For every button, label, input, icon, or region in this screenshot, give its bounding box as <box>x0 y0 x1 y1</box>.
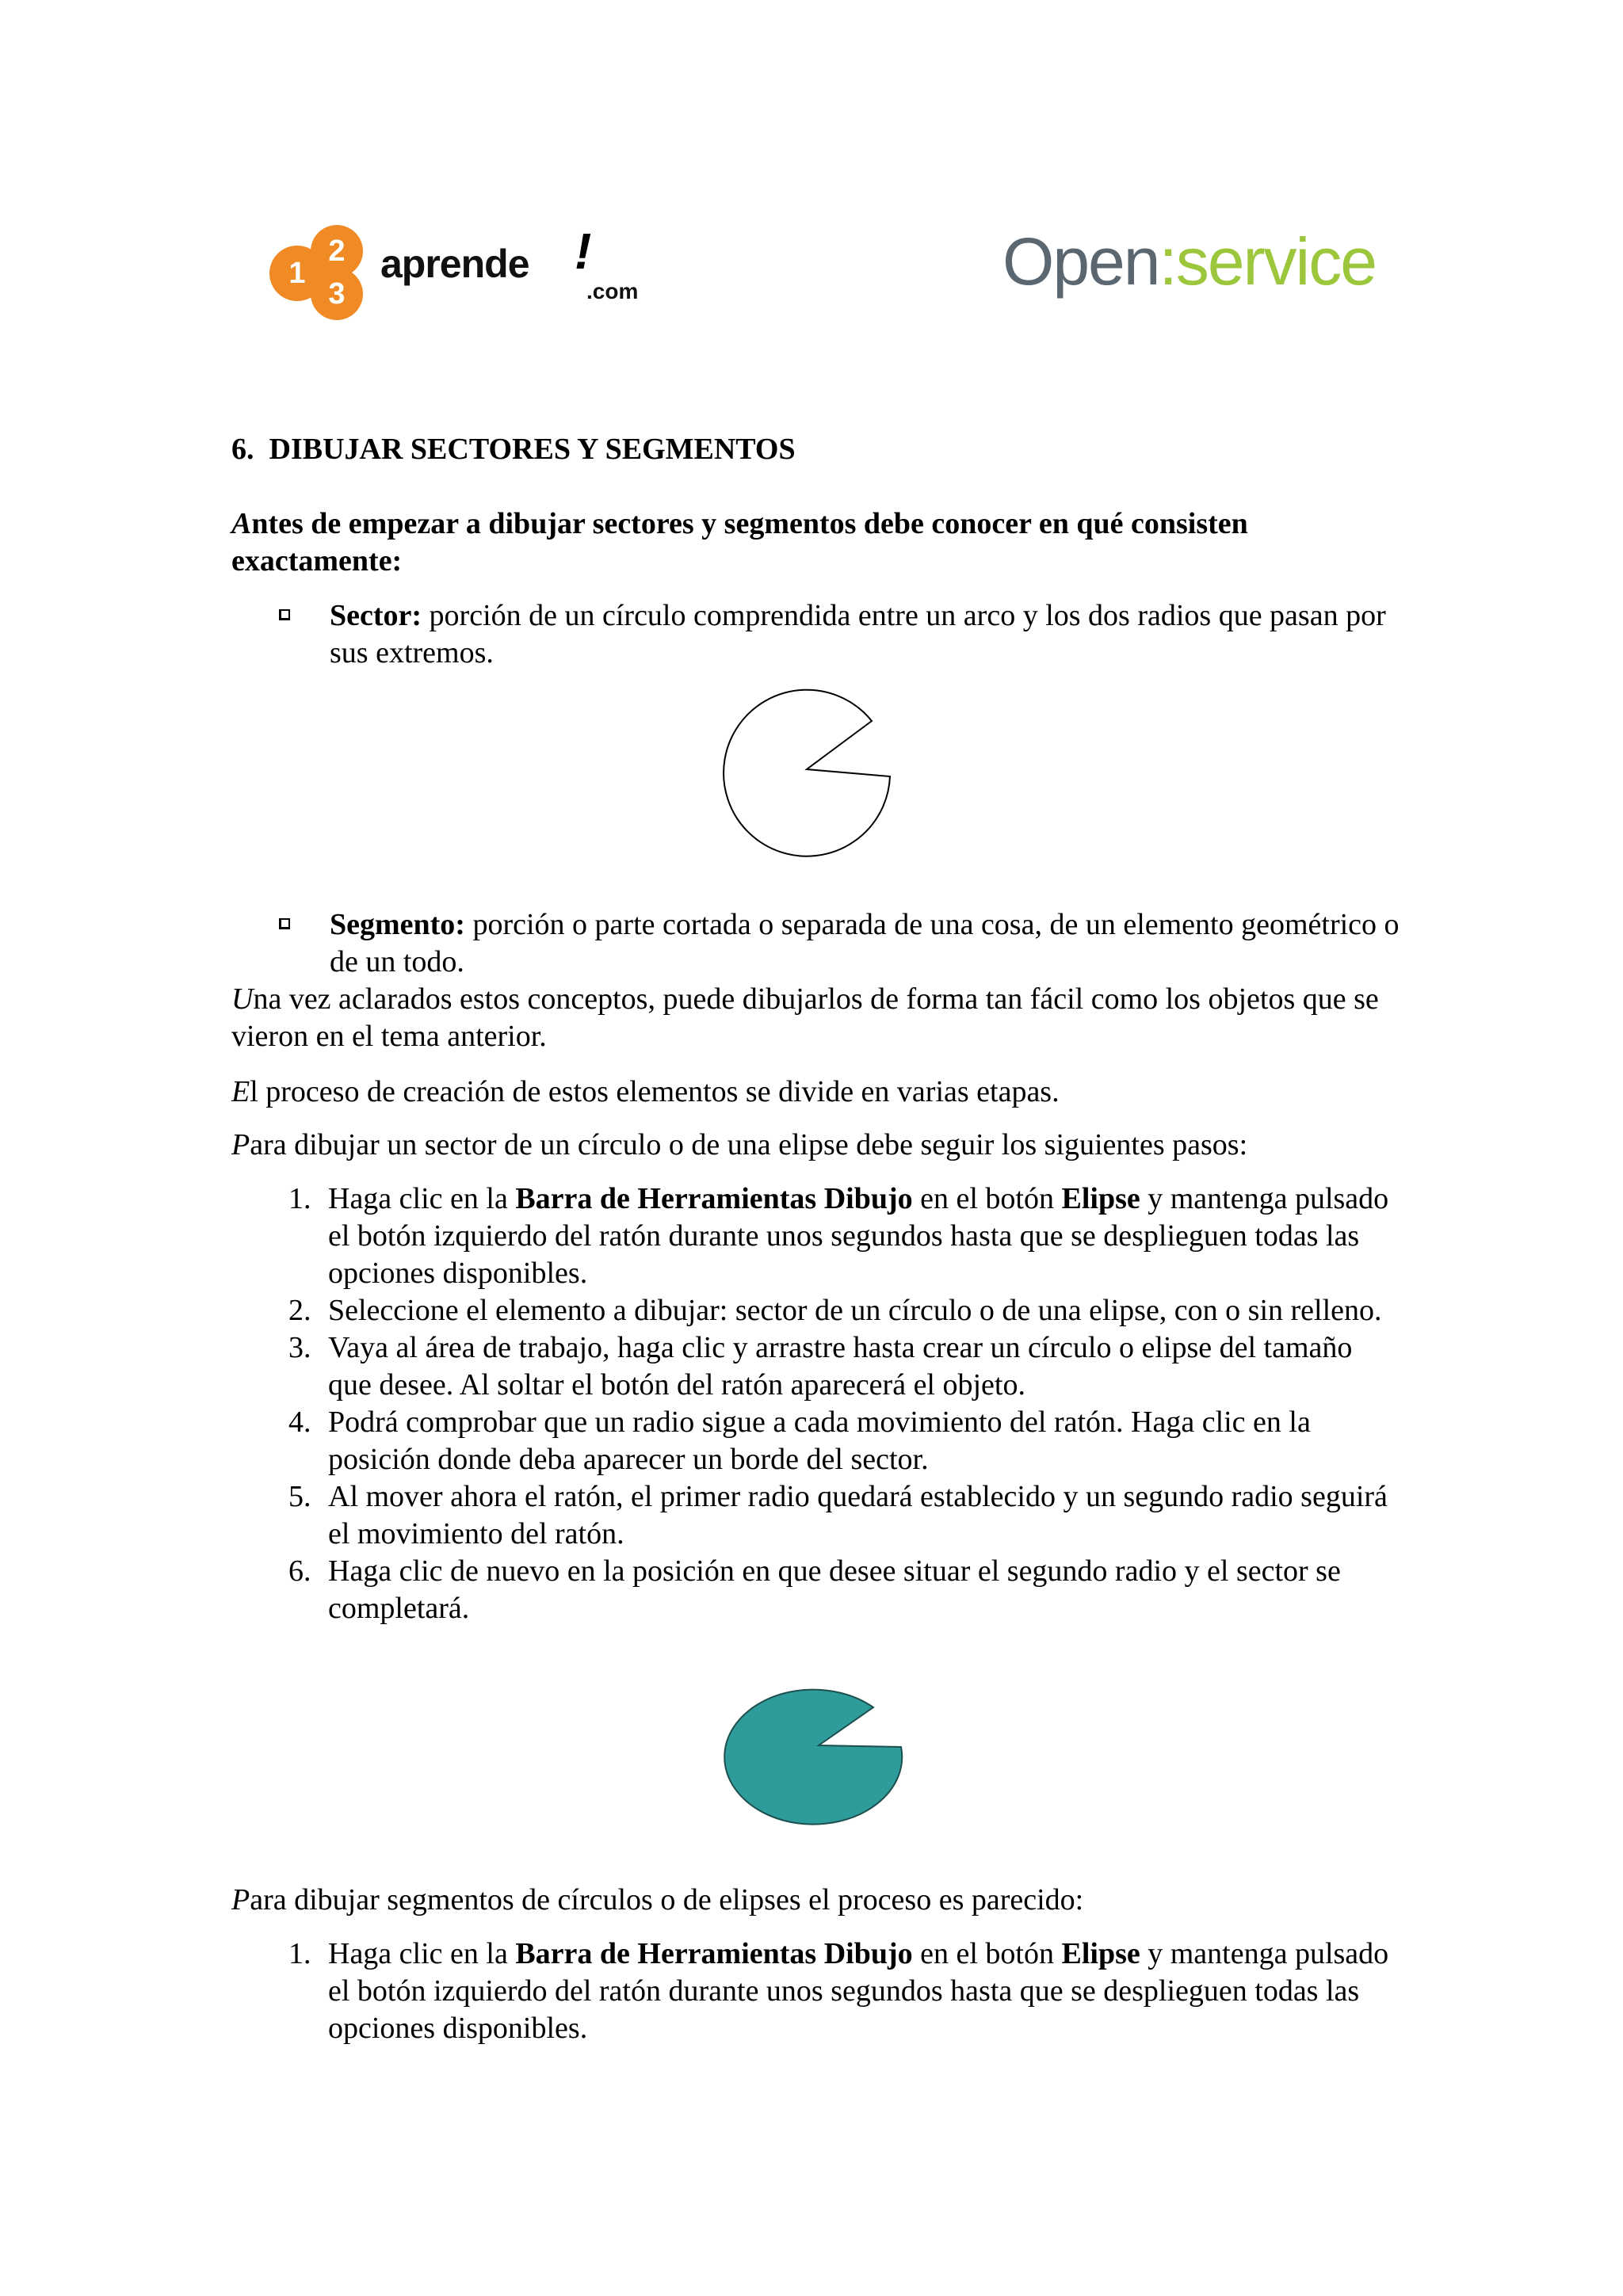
step-text: Podrá comprobar que un radio sigue a cada movimiento del ratón. Haga clic en la posición donde deba aparecer un borde del sector. <box>328 1405 1311 1476</box>
paragraph-segmentos <box>231 1882 1420 1919</box>
checkbox-bullet-icon <box>279 918 290 929</box>
step-number: 5. <box>288 1480 311 1513</box>
step-text: en el botón <box>912 1937 1062 1970</box>
logo-suffix: .com <box>586 279 639 303</box>
paragraph-text: l proceso de creación de estos elementos se divide en varias etapas. <box>250 1075 1060 1108</box>
definition-text: porción o parte cortada o separada de una cosa, de un elemento geométrico o de un todo. <box>330 908 1400 978</box>
step-text: Vaya al área de trabajo, haga clic y arrastre hasta crear un círculo o elipse del tamaño que desee. Al soltar el botón del ratón aparecerá el objeto. <box>328 1331 1353 1402</box>
paragraph-initial: P <box>231 1883 250 1917</box>
step-number: 1. <box>288 1937 311 1970</box>
definition-segment <box>285 906 1411 981</box>
section-heading: 6. DIBUJAR SECTORES Y SEGMENTOS <box>231 433 796 466</box>
step-bold-text: Elipse <box>1061 1937 1140 1970</box>
paragraph-text: ara dibujar segmentos de círculos o de elipses el proceso es parecido: <box>250 1883 1084 1917</box>
list-item <box>0 1329 1395 1404</box>
step-number: 6. <box>288 1554 311 1588</box>
step-number: 2. <box>288 1294 311 1327</box>
step-text: Haga clic en la <box>328 1937 516 1970</box>
paragraph-initial: P <box>231 1128 250 1161</box>
definition-sector <box>285 597 1411 672</box>
logo-circle-2: 2 <box>311 225 363 277</box>
sector-filled-shape <box>724 1690 902 1825</box>
sector-outline-illustration <box>717 677 915 868</box>
intro-initial: A <box>231 507 252 540</box>
logo-circle-3: 3 <box>311 268 363 320</box>
aprende-logo <box>269 225 682 320</box>
step-text: y mantenga pulsado el botón izquierdo del ratón durante unos segundos hasta que se desplieguen todas las opciones disponibles. <box>328 1182 1389 1290</box>
logo-open: Open <box>1002 224 1159 299</box>
step-number: 4. <box>288 1405 311 1439</box>
paragraph-proceso <box>231 1074 1420 1111</box>
paragraph-initial: U <box>231 982 254 1016</box>
step-bold-text: Barra de Herramientas Dibujo <box>515 1182 913 1215</box>
step-number: 3. <box>288 1331 311 1364</box>
step-text: en el botón <box>912 1182 1062 1215</box>
step-text: y mantenga pulsado el botón izquierdo del ratón durante unos segundos hasta que se desplieguen todas las opciones disponibles. <box>328 1937 1389 2045</box>
sector-filled-illustration <box>717 1672 915 1830</box>
step-text: Haga clic de nuevo en la posición en que desee situar el segundo radio y el sector se completará. <box>328 1554 1341 1625</box>
logo-circle-1: 1 <box>269 246 325 301</box>
step-text: Seleccione el elemento a dibujar: sector de un círculo o de una elipse, con o sin relleno. <box>328 1294 1382 1327</box>
logo-colon: : <box>1159 224 1176 299</box>
definition-term: Sector: <box>330 599 422 632</box>
list-item <box>0 1404 1395 1478</box>
openservice-logo <box>1002 222 1383 309</box>
intro-text: ntes de empezar a dibujar sectores y segmentos debe conocer en qué consisten exactamente: <box>231 507 1248 578</box>
list-item <box>0 1936 1395 2047</box>
definition-text: porción de un círculo comprendida entre un arco y los dos radios que pasan por sus extremos. <box>330 599 1386 669</box>
logo-word: aprende <box>380 242 529 286</box>
segment-steps-list <box>0 1936 1395 2047</box>
logo-service: service <box>1175 224 1376 299</box>
paragraph-conceptos <box>231 981 1420 1055</box>
logo-exclamation: ! <box>575 223 592 280</box>
list-item <box>0 1553 1395 1627</box>
definition-term: Segmento: <box>330 908 465 941</box>
sector-steps-list <box>0 1180 1395 1627</box>
checkbox-bullet-icon <box>279 609 290 620</box>
paragraph-initial: E <box>231 1075 250 1108</box>
sector-outline-shape <box>724 690 890 856</box>
paragraph-pasos <box>231 1127 1420 1164</box>
list-item <box>0 1478 1395 1553</box>
intro-paragraph <box>231 505 1420 580</box>
list-item <box>0 1292 1395 1329</box>
list-item <box>0 1180 1395 1292</box>
step-bold-text: Barra de Herramientas Dibujo <box>515 1937 913 1970</box>
paragraph-text: ara dibujar un sector de un círculo o de una elipse debe seguir los siguientes pasos: <box>250 1128 1248 1161</box>
step-text: Haga clic en la <box>328 1182 516 1215</box>
step-bold-text: Elipse <box>1061 1182 1140 1215</box>
step-text: Al mover ahora el ratón, el primer radio quedará establecido y un segundo radio seguirá el movimiento del ratón. <box>328 1480 1388 1550</box>
paragraph-text: na vez aclarados estos conceptos, puede dibujarlos de forma tan fácil como los objetos que se vieron en el tema anterior. <box>231 982 1379 1053</box>
step-number: 1. <box>288 1182 311 1215</box>
